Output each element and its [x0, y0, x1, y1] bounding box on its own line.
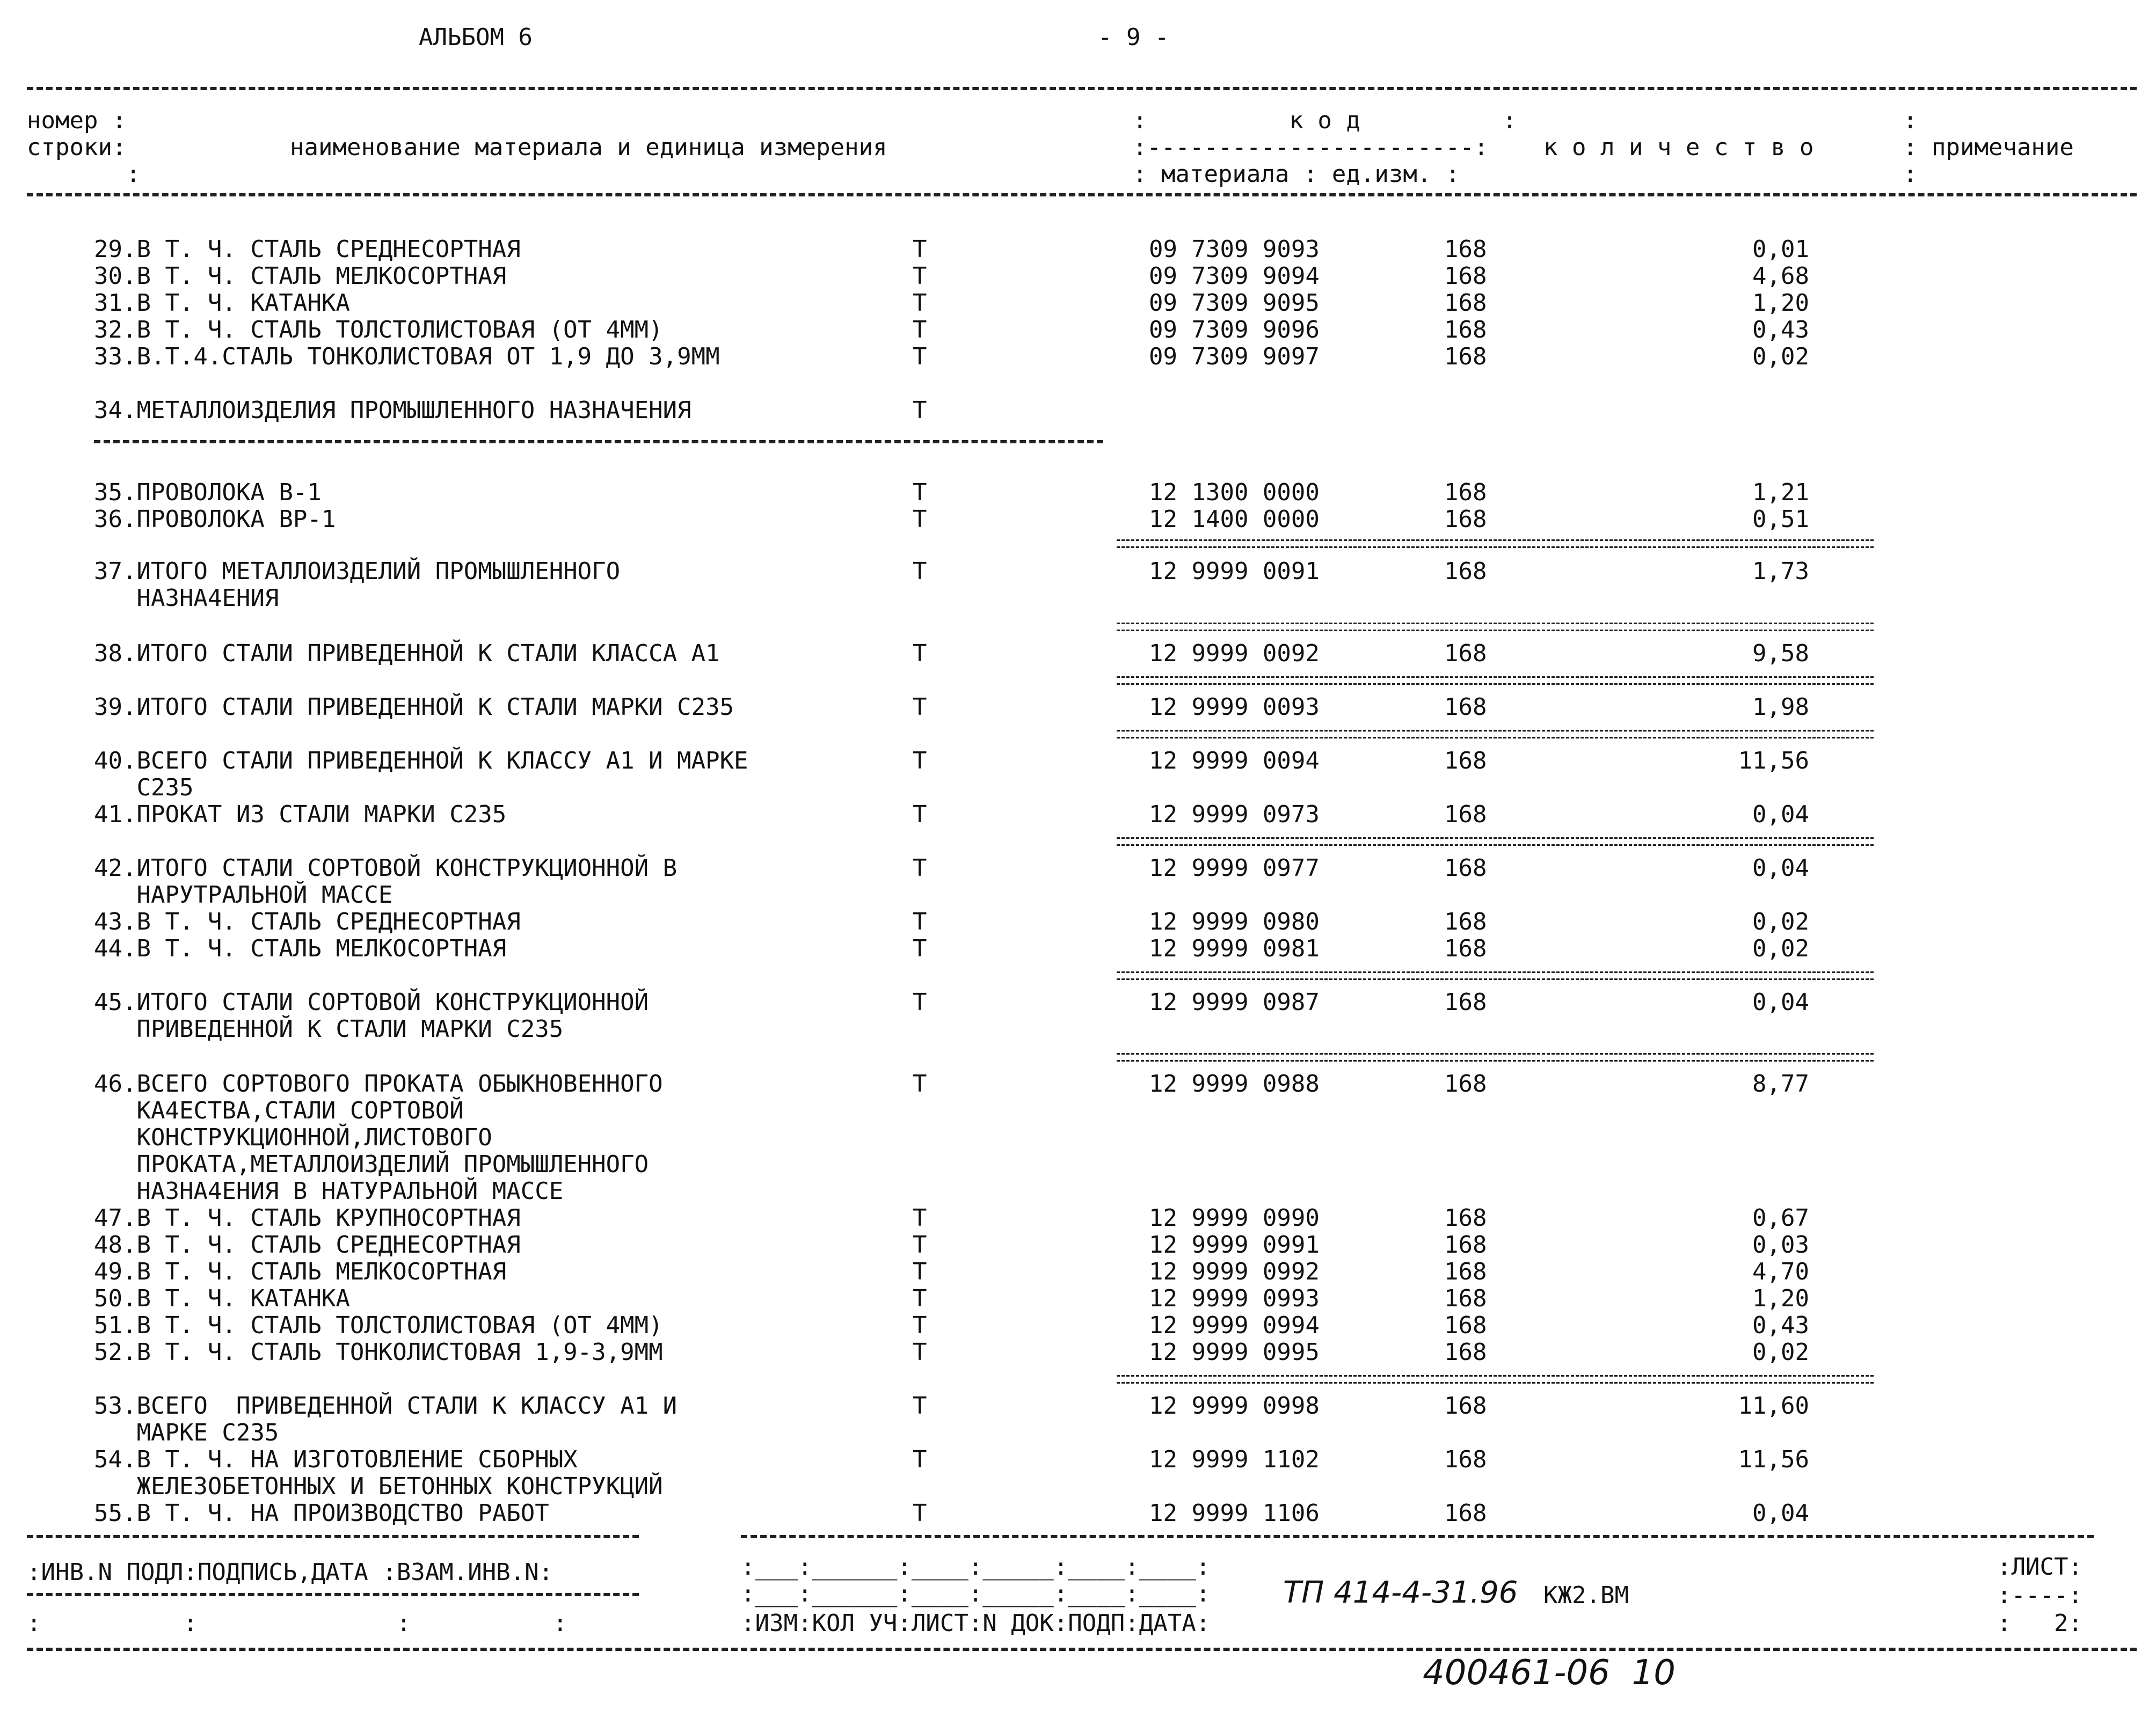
unit-code: 168	[1444, 1285, 1487, 1312]
material-code: 12 9999 0993	[1149, 1285, 1320, 1312]
code-header-bottom: : материала : ед.изм. :	[1133, 160, 1460, 188]
quantity-value: 1,98	[1752, 693, 1809, 721]
header-bottom-rule	[27, 193, 2137, 196]
inventory-divider	[27, 1593, 639, 1596]
material-name: 36.ПРОВОЛОКА ВР-1	[94, 506, 336, 533]
material-code: 12 9999 0981	[1149, 935, 1320, 962]
material-code: 09 7309 9093	[1149, 236, 1320, 263]
material-code: 12 9999 1106	[1149, 1500, 1320, 1527]
document-suffix: КЖ2.ВМ	[1543, 1582, 1629, 1609]
unit-code: 168	[1444, 1339, 1487, 1366]
quantity-value: 11,60	[1738, 1392, 1809, 1420]
unit-code: 168	[1444, 479, 1487, 506]
unit-code: 168	[1444, 558, 1487, 585]
material-name: 31.В Т. Ч. КАТАНКА	[94, 289, 350, 317]
total-divider	[1117, 1375, 1874, 1384]
unit-code: 168	[1444, 1204, 1487, 1232]
material-code: 12 9999 0094	[1149, 747, 1320, 774]
material-name: 42.ИТОГО СТАЛИ СОРТОВОЙ КОНСТРУКЦИОННОЙ В НАРУТРАЛЬНОЙ МАССЕ	[94, 854, 678, 909]
sheet-separator: :----:	[1997, 1582, 2082, 1609]
unit-code: 168	[1444, 506, 1487, 533]
unit-code: 168	[1444, 1446, 1487, 1473]
unit-code: 168	[1444, 1070, 1487, 1098]
material-name: 44.В Т. Ч. СТАЛЬ МЕЛКОСОРТНАЯ	[94, 935, 507, 962]
material-code: 12 9999 0998	[1149, 1392, 1320, 1420]
unit-measure: Т	[913, 1258, 927, 1285]
material-name: 32.В Т. Ч. СТАЛЬ ТОЛСТОЛИСТОВАЯ (ОТ 4ММ)	[94, 316, 663, 343]
quantity-value: 0,43	[1752, 1312, 1809, 1339]
stamp-top-rule-left	[27, 1535, 639, 1538]
material-code: 12 9999 0994	[1149, 1312, 1320, 1339]
material-name: 49.В Т. Ч. СТАЛЬ МЕЛКОСОРТНАЯ	[94, 1258, 507, 1285]
unit-code: 168	[1444, 854, 1487, 882]
material-name: 34.МЕТАЛЛОИЗДЕЛИЯ ПРОМЫШЛЕННОГО НАЗНАЧЕНИЯ	[94, 397, 691, 424]
quantity-value: 8,77	[1752, 1070, 1809, 1098]
quantity-value: 1,20	[1752, 1285, 1809, 1312]
quantity-value: 1,21	[1752, 479, 1809, 506]
note-separator-3: :	[1903, 160, 1918, 188]
quantity-value: 0,51	[1752, 506, 1809, 533]
unit-code: 168	[1444, 801, 1487, 828]
material-code: 12 9999 0092	[1149, 640, 1320, 667]
name-header: наименование материала и единица измерения	[290, 134, 887, 161]
unit-measure: Т	[913, 1204, 927, 1232]
material-code: 12 9999 0091	[1149, 558, 1320, 585]
quantity-value: 0,01	[1752, 236, 1809, 263]
material-name: 40.ВСЕГО СТАЛИ ПРИВЕДЕННОЙ К КЛАССУ А1 И МАРКЕ С235	[94, 747, 748, 801]
revision-grid-labels: :ИЗМ:КОЛ УЧ:ЛИСТ:N ДОК:ПОДП:ДАТА:	[741, 1610, 1211, 1637]
unit-code: 168	[1444, 1392, 1487, 1420]
unit-measure: Т	[913, 989, 927, 1016]
material-name: 54.В Т. Ч. НА ИЗГОТОВЛЕНИЕ СБОРНЫХ ЖЕЛЕЗОБЕТОННЫХ И БЕТОННЫХ КОНСТРУКЦИЙ	[94, 1446, 663, 1500]
material-name: 38.ИТОГО СТАЛИ ПРИВЕДЕННОЙ К СТАЛИ КЛАССА А1	[94, 640, 720, 667]
revision-grid-middle: :___:______:____:_____:____:____:	[741, 1580, 1211, 1607]
quantity-value: 11,56	[1738, 747, 1809, 774]
unit-measure: Т	[913, 747, 927, 774]
archive-number: 400461-06 10	[1423, 1653, 1676, 1693]
material-code: 09 7309 9095	[1149, 289, 1320, 317]
stamp-top-rule-right	[741, 1535, 2094, 1538]
quantity-value: 11,56	[1738, 1446, 1809, 1473]
quantity-value: 0,02	[1752, 908, 1809, 935]
inventory-labels: :ИНВ.N ПОДЛ:ПОДПИСЬ,ДАТА :ВЗАМ.ИНВ.N:	[27, 1559, 553, 1586]
unit-measure: Т	[913, 316, 927, 343]
material-code: 12 9999 0973	[1149, 801, 1320, 828]
unit-measure: Т	[913, 935, 927, 962]
material-code: 12 9999 0988	[1149, 1070, 1320, 1098]
material-name: 50.В Т. Ч. КАТАНКА	[94, 1285, 350, 1312]
material-code: 12 9999 0980	[1149, 908, 1320, 935]
unit-code: 168	[1444, 989, 1487, 1016]
unit-code: 168	[1444, 693, 1487, 721]
unit-measure: Т	[913, 236, 927, 263]
row-number-header-2: строки:	[27, 134, 127, 161]
quantity-value: 4,70	[1752, 1258, 1809, 1285]
document-code: ТП 414-4-31.96	[1283, 1575, 1518, 1610]
unit-measure: Т	[913, 558, 927, 585]
material-name: 29.В Т. Ч. СТАЛЬ СРЕДНЕСОРТНАЯ	[94, 236, 521, 263]
total-divider	[1117, 730, 1874, 738]
unit-code: 168	[1444, 935, 1487, 962]
material-name: 47.В Т. Ч. СТАЛЬ КРУПНОСОРТНАЯ	[94, 1204, 521, 1232]
unit-code: 168	[1444, 640, 1487, 667]
quantity-value: 0,02	[1752, 343, 1809, 370]
material-name: 30.В Т. Ч. СТАЛЬ МЕЛКОСОРТНАЯ	[94, 262, 507, 290]
header-top-rule	[27, 87, 2137, 90]
material-code: 12 1300 0000	[1149, 479, 1320, 506]
material-name: 45.ИТОГО СТАЛИ СОРТОВОЙ КОНСТРУКЦИОННОЙ ПРИВЕДЕННОЙ К СТАЛИ МАРКИ С235	[94, 989, 649, 1043]
material-code: 12 9999 0990	[1149, 1204, 1320, 1232]
unit-code: 168	[1444, 289, 1487, 317]
quantity-value: 9,58	[1752, 640, 1809, 667]
quantity-value: 0,04	[1752, 801, 1809, 828]
quantity-value: 0,04	[1752, 854, 1809, 882]
material-name: 43.В Т. Ч. СТАЛЬ СРЕДНЕСОРТНАЯ	[94, 908, 521, 935]
unit-code: 168	[1444, 236, 1487, 263]
quantity-value: 1,73	[1752, 558, 1809, 585]
quantity-value: 0,67	[1752, 1204, 1809, 1232]
total-divider	[1117, 971, 1874, 980]
unit-measure: Т	[913, 908, 927, 935]
total-divider	[1117, 837, 1874, 846]
quantity-value: 0,02	[1752, 1339, 1809, 1366]
unit-code: 168	[1444, 1312, 1487, 1339]
unit-measure: Т	[913, 343, 927, 370]
material-name: 39.ИТОГО СТАЛИ ПРИВЕДЕННОЙ К СТАЛИ МАРКИ С235	[94, 693, 734, 721]
material-code: 12 9999 1102	[1149, 1446, 1320, 1473]
unit-measure: Т	[913, 1231, 927, 1259]
material-name: 35.ПРОВОЛОКА В-1	[94, 479, 322, 506]
unit-measure: Т	[913, 693, 927, 721]
unit-measure: Т	[913, 289, 927, 317]
material-code: 09 7309 9094	[1149, 262, 1320, 290]
total-divider	[1117, 539, 1874, 548]
unit-measure: Т	[913, 1285, 927, 1312]
unit-measure: Т	[913, 640, 927, 667]
unit-measure: Т	[913, 1312, 927, 1339]
material-name: 55.В Т. Ч. НА ПРОИЗВОДСТВО РАБОТ	[94, 1500, 549, 1527]
code-header-top: : к о д :	[1133, 107, 1517, 134]
sheet-number: : 2:	[1997, 1610, 2082, 1637]
material-code: 09 7309 9096	[1149, 316, 1320, 343]
unit-measure: Т	[913, 1070, 927, 1098]
unit-measure: Т	[913, 1500, 927, 1527]
inventory-blanks: : : : :	[27, 1610, 567, 1637]
material-code: 12 9999 0977	[1149, 854, 1320, 882]
unit-code: 168	[1444, 908, 1487, 935]
material-name: 53.ВСЕГО ПРИВЕДЕННОЙ СТАЛИ К КЛАССУ А1 И МАРКЕ С235	[94, 1392, 678, 1446]
unit-code: 168	[1444, 747, 1487, 774]
unit-measure: Т	[913, 854, 927, 882]
unit-measure: Т	[913, 397, 927, 424]
unit-code: 168	[1444, 316, 1487, 343]
material-code: 12 9999 0093	[1149, 693, 1320, 721]
unit-code: 168	[1444, 1500, 1487, 1527]
quantity-value: 4,68	[1752, 262, 1809, 290]
unit-measure: Т	[913, 1339, 927, 1366]
section-34-underline	[94, 440, 1103, 443]
note-header: : примечание	[1903, 134, 2074, 161]
unit-code: 168	[1444, 1258, 1487, 1285]
row-number-header-1: номер :	[27, 107, 127, 134]
stamp-bottom-rule	[27, 1648, 2137, 1651]
code-header-divider: :-----------------------:	[1133, 134, 1489, 161]
material-code: 12 9999 0995	[1149, 1339, 1320, 1366]
total-divider	[1117, 1053, 1874, 1062]
total-divider	[1117, 623, 1874, 631]
quantity-value: 0,04	[1752, 989, 1809, 1016]
material-name: 46.ВСЕГО СОРТОВОГО ПРОКАТА ОБЫКНОВЕННОГО КА4ЕСТВА,СТАЛИ СОРТОВОЙ КОНСТРУКЦИОННОЙ,ЛИСТОВОГО ПРОКАТА,МЕТАЛЛОИЗДЕЛИЙ ПРОМЫШЛЕННОГО НАЗНА4ЕНИЯ В НАТУРАЛЬНОЙ МАССЕ	[94, 1070, 663, 1205]
material-code: 12 9999 0992	[1149, 1258, 1320, 1285]
material-code: 09 7309 9097	[1149, 343, 1320, 370]
unit-measure: Т	[913, 479, 927, 506]
material-name: 48.В Т. Ч. СТАЛЬ СРЕДНЕСОРТНАЯ	[94, 1231, 521, 1259]
total-divider	[1117, 676, 1874, 685]
album-title: АЛЬБОМ 6	[419, 24, 533, 51]
quantity-value: 1,20	[1752, 289, 1809, 317]
unit-measure: Т	[913, 506, 927, 533]
material-name: 51.В Т. Ч. СТАЛЬ ТОЛСТОЛИСТОВАЯ (ОТ 4ММ)	[94, 1312, 663, 1339]
note-separator-1: :	[1903, 107, 1918, 134]
page-number: - 9 -	[1098, 24, 1169, 51]
quantity-header: к о л и ч е с т в о	[1543, 134, 1814, 161]
quantity-value: 0,02	[1752, 935, 1809, 962]
material-name: 52.В Т. Ч. СТАЛЬ ТОНКОЛИСТОВАЯ 1,9-3,9ММ	[94, 1339, 663, 1366]
revision-grid-top: :___:______:____:_____:____:____:	[741, 1553, 1211, 1581]
quantity-value: 0,04	[1752, 1500, 1809, 1527]
material-code: 12 1400 0000	[1149, 506, 1320, 533]
material-code: 12 9999 0987	[1149, 989, 1320, 1016]
quantity-value: 0,03	[1752, 1231, 1809, 1259]
sheet-label: :ЛИСТ:	[1997, 1553, 2082, 1581]
unit-measure: Т	[913, 1392, 927, 1420]
unit-code: 168	[1444, 262, 1487, 290]
row-number-header-3: :	[126, 160, 141, 188]
unit-measure: Т	[913, 1446, 927, 1473]
material-name: 33.В.Т.4.СТАЛЬ ТОНКОЛИСТОВАЯ ОТ 1,9 ДО 3,9ММ	[94, 343, 720, 370]
unit-code: 168	[1444, 343, 1487, 370]
unit-measure: Т	[913, 801, 927, 828]
unit-measure: Т	[913, 262, 927, 290]
unit-code: 168	[1444, 1231, 1487, 1259]
material-name: 41.ПРОКАТ ИЗ СТАЛИ МАРКИ С235	[94, 801, 507, 828]
material-code: 12 9999 0991	[1149, 1231, 1320, 1259]
quantity-value: 0,43	[1752, 316, 1809, 343]
material-name: 37.ИТОГО МЕТАЛЛОИЗДЕЛИЙ ПРОМЫШЛЕННОГО НАЗНА4ЕНИЯ	[94, 558, 621, 612]
